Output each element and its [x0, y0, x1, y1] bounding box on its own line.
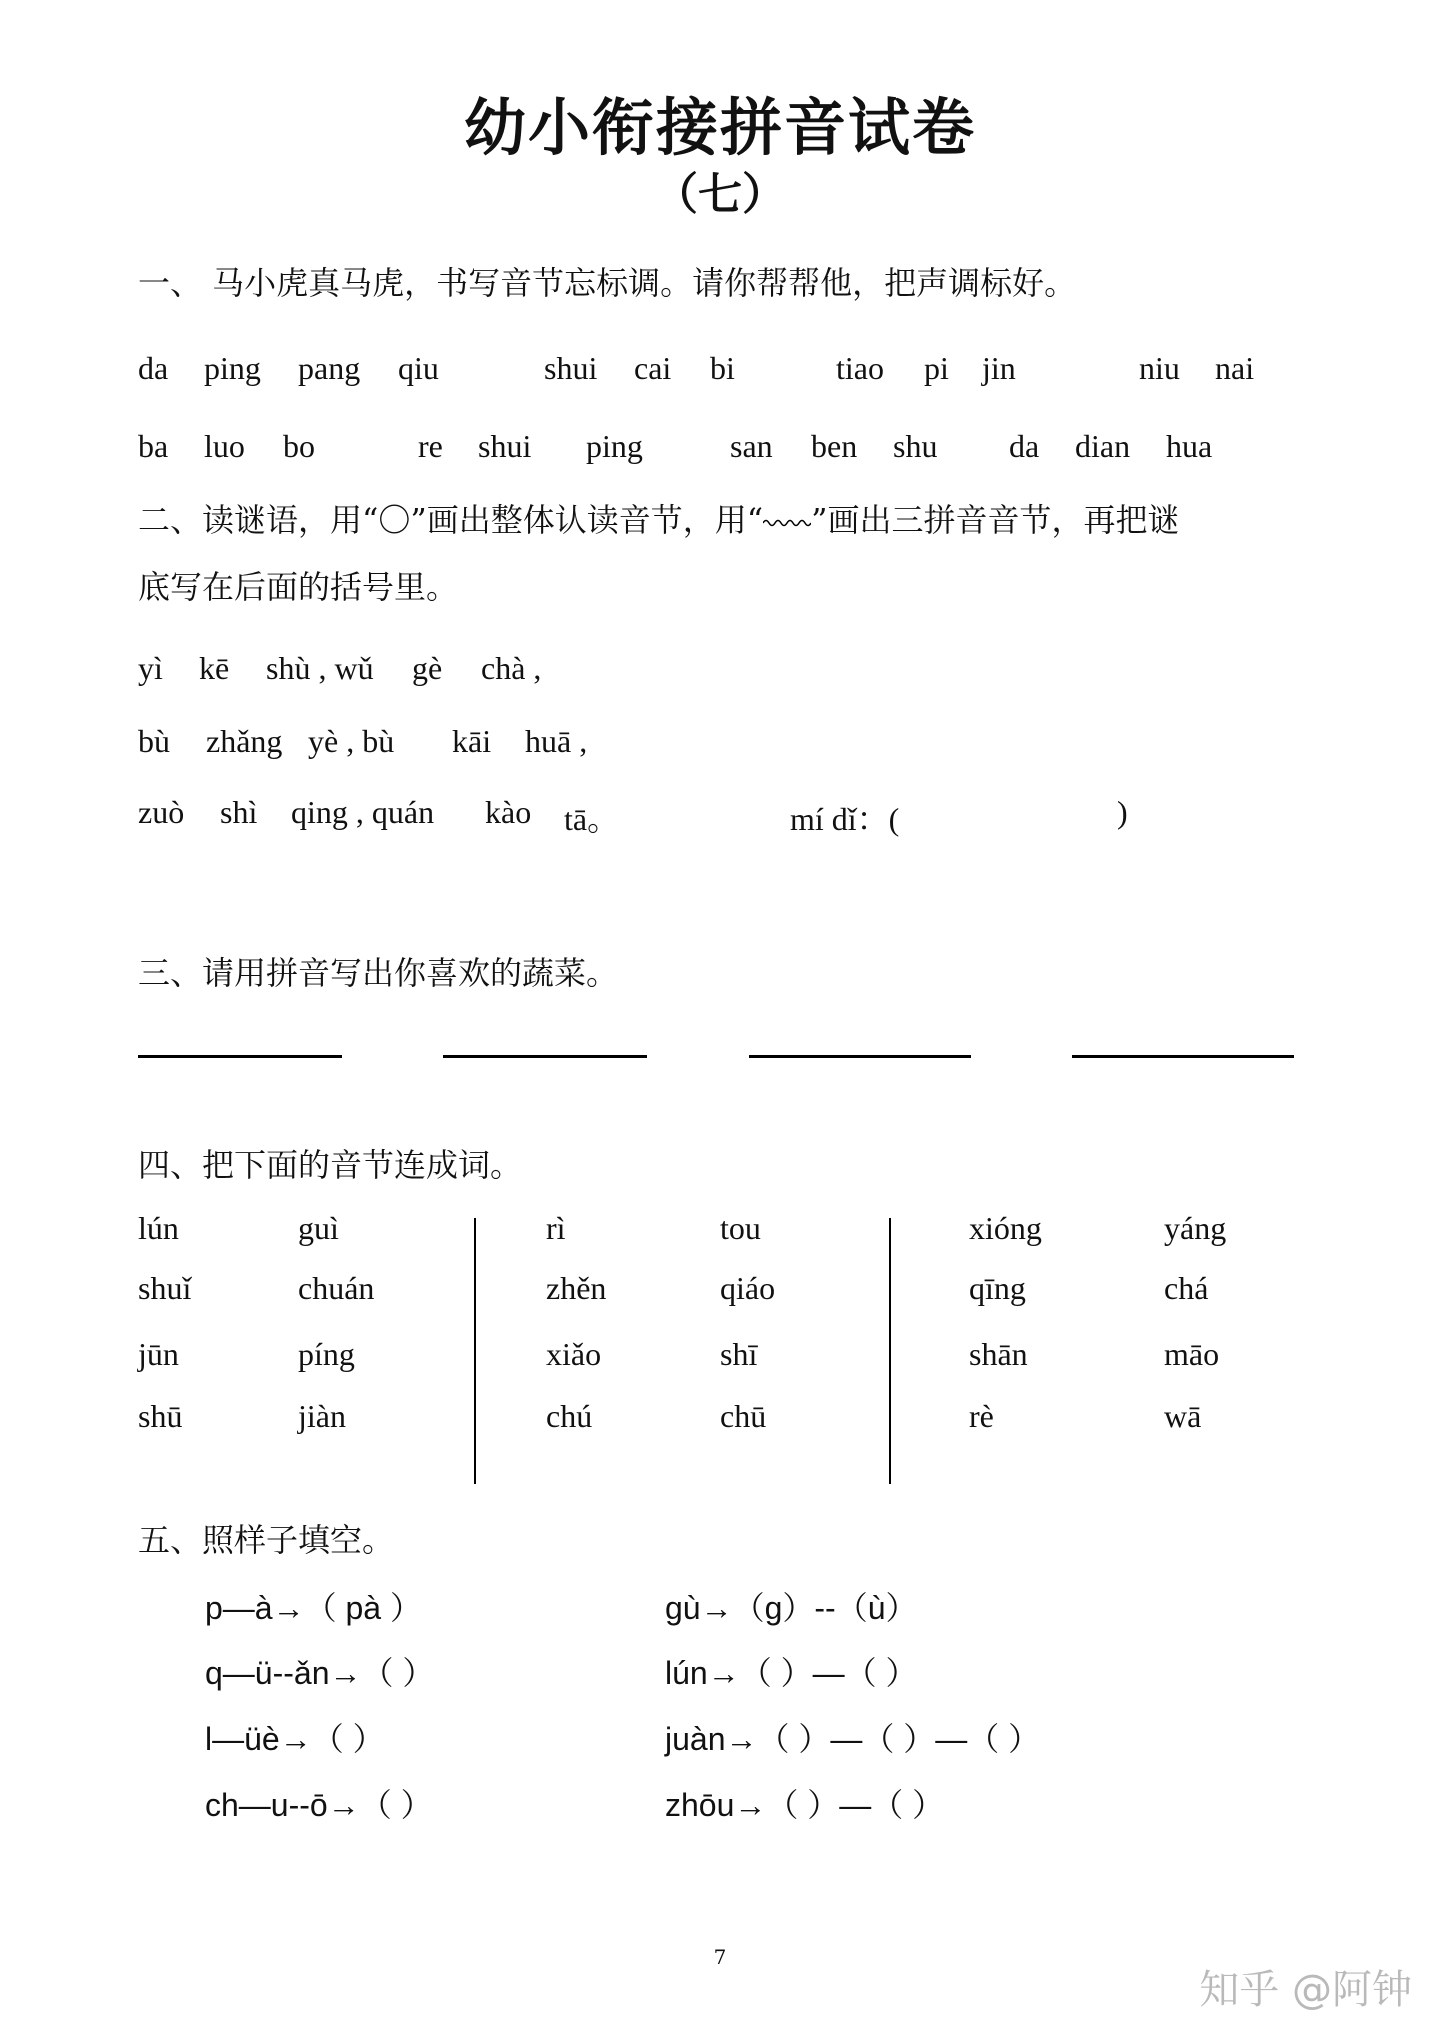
fill-item: l—üè→（ ）	[205, 1721, 385, 1757]
syllable: jiàn	[298, 1398, 346, 1434]
syllable: ping	[204, 350, 261, 386]
answer-blank-4[interactable]	[1072, 1055, 1294, 1058]
syllable: da	[1009, 428, 1040, 464]
syllable: chú	[546, 1398, 593, 1434]
riddle-word: zhǎng	[206, 723, 283, 759]
syllable: shī	[720, 1336, 758, 1372]
syllable: yáng	[1164, 1210, 1227, 1246]
answer-blank-1[interactable]	[138, 1055, 342, 1058]
riddle-word: yè , bù	[308, 723, 395, 759]
syllable: rè	[969, 1398, 994, 1434]
riddle-answer-close: )	[1117, 794, 1128, 830]
syllable: chuán	[298, 1270, 375, 1306]
syllable: hua	[1166, 428, 1213, 464]
syllable: shān	[969, 1336, 1028, 1372]
riddle-word: kào	[485, 794, 532, 830]
answer-blank-2[interactable]	[443, 1055, 647, 1058]
syllable: ping	[586, 428, 643, 464]
syllable: rì	[546, 1210, 566, 1246]
syllable: shuǐ	[138, 1270, 192, 1306]
riddle-word: kē	[199, 650, 230, 686]
fill-item: gù→（g）--（ù）	[665, 1590, 918, 1626]
fill-item: p—à→（ pà ）	[205, 1590, 422, 1626]
syllable: chá	[1164, 1270, 1209, 1306]
syllable: qiu	[398, 350, 439, 386]
page-number: 7	[713, 1945, 727, 1969]
syllable: zhěn	[546, 1270, 607, 1306]
riddle-word: bù	[138, 723, 170, 759]
q5-heading: 五、照样子填空。	[138, 1521, 395, 1559]
riddle-word: qing , quán	[291, 794, 435, 830]
riddle-word: gè	[412, 650, 443, 686]
syllable: ba	[138, 428, 169, 464]
fill-item: ch—u--ō→（ ）	[205, 1787, 433, 1823]
fill-item: zhōu→（ ）—（ ）	[665, 1787, 945, 1823]
column-divider-1	[474, 1218, 476, 1484]
q2-heading-part-b: ”画出三拼音音节，再把谜	[811, 501, 1180, 539]
q1-heading: 一、 马小虎真马虎，书写音节忘标调。请你帮帮他，把声调标好。	[138, 264, 1077, 302]
column-divider-2	[889, 1218, 891, 1484]
watermark: 知乎 @阿钟	[1199, 1967, 1412, 2013]
q3-heading: 三、请用拼音写出你喜欢的蔬菜。	[138, 954, 619, 992]
syllable: wā	[1164, 1398, 1202, 1434]
syllable: nai	[1215, 350, 1255, 386]
syllable: qīng	[969, 1270, 1026, 1306]
syllable: san	[730, 428, 773, 464]
syllable: niu	[1139, 350, 1180, 386]
riddle-answer-label: mí dǐ：(	[790, 801, 900, 837]
syllable: da	[138, 350, 169, 386]
syllable: chū	[720, 1398, 767, 1434]
riddle-word: shù , wǔ	[266, 650, 374, 686]
syllable: bo	[283, 428, 315, 464]
page-title: 幼小衔接拼音试卷	[463, 91, 976, 164]
syllable: qiáo	[720, 1270, 776, 1306]
syllable: cai	[634, 350, 672, 386]
syllable: luo	[204, 428, 245, 464]
syllable: ben	[811, 428, 858, 464]
q2-heading	[138, 495, 1179, 541]
syllable: shū	[138, 1398, 183, 1434]
syllable: guì	[298, 1210, 339, 1246]
fill-item: lún→（ ）—（ ）	[665, 1655, 918, 1691]
syllable: jin	[982, 350, 1016, 386]
syllable: tou	[720, 1210, 761, 1246]
fill-item: juàn→（ ）—（ ）—（ ）	[665, 1721, 1041, 1757]
answer-blank-3[interactable]	[749, 1055, 971, 1058]
syllable: tiao	[836, 350, 884, 386]
riddle-word: yì	[138, 650, 163, 686]
riddle-word: tā。	[564, 801, 620, 837]
syllable: lún	[138, 1210, 179, 1246]
syllable: jūn	[138, 1336, 179, 1372]
q2-heading-line-2: 底写在后面的括号里。	[138, 568, 459, 606]
syllable: re	[418, 428, 443, 464]
riddle-word: chà ,	[481, 650, 542, 686]
q2-heading-part-a: 二、读谜语，用“〇”画出整体认读音节，用“	[138, 501, 764, 539]
syllable: shui	[544, 350, 598, 386]
syllable: píng	[298, 1336, 355, 1372]
fill-item: q—ü--ǎn→（ ）	[205, 1655, 435, 1691]
syllable: dian	[1075, 428, 1131, 464]
riddle-word: kāi	[452, 723, 492, 759]
riddle-word: huā ,	[525, 723, 588, 759]
riddle-word: shì	[220, 794, 258, 830]
syllable: bi	[710, 350, 735, 386]
syllable: shui	[478, 428, 532, 464]
wavy-underline-icon	[763, 518, 811, 528]
syllable: xiǎo	[546, 1336, 602, 1372]
syllable: māo	[1164, 1336, 1220, 1372]
q4-heading: 四、把下面的音节连成词。	[138, 1146, 523, 1184]
page-subtitle: （七）	[654, 169, 786, 220]
syllable: pi	[924, 350, 949, 386]
syllable: shu	[893, 428, 938, 464]
syllable: pang	[298, 350, 361, 386]
syllable: xióng	[969, 1210, 1042, 1246]
riddle-word: zuò	[138, 794, 185, 830]
